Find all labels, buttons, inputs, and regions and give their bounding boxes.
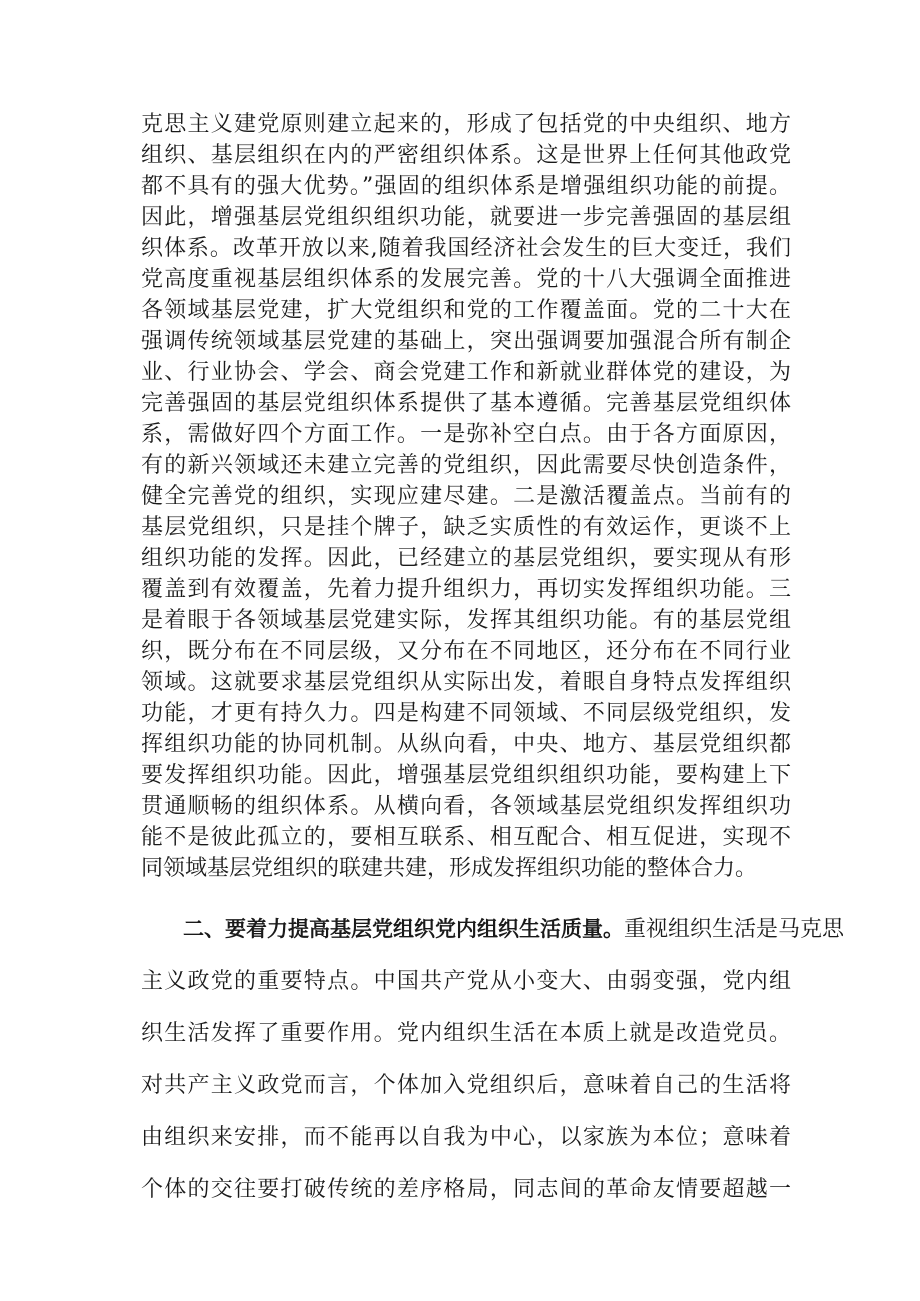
text-line: 功能，才更有持久力。四是构建不同领域、不同层级党组织，发 [141,701,791,726]
text-line: 覆盖到有效覆盖，先着力提升组织力，再切实发挥组织功能。三 [141,577,791,602]
section-heading: 二、要着力提高基层党组织党内组织生活质量。 [183,917,624,941]
text-line: 业、行业协会、学会、商会党建工作和新就业群体党的建设，为 [141,360,791,385]
paragraph-2-first-line [183,917,845,942]
text-line: 因此，增强基层党组织组织功能，就要进一步完善强固的基层组 [141,205,791,230]
text-line: 领域。这就要求基层党组织从实际出发，着眼自身特点发挥组织 [141,670,791,695]
text-line: 组织功能的发挥。因此，已经建立的基层党组织，要实现从有形 [141,546,791,571]
text-line: 要发挥组织功能。因此，增强基层党组织组织功能，要构建上下 [141,763,791,788]
text-line: 织体系。改革开放以来,随着我国经济社会发生的巨大变迁，我们 [141,236,791,261]
text-line: 有的新兴领域还未建立完善的党组织，因此需要尽快创造条件， [141,453,791,478]
text-line: 对共产主义政党而言，个体加入党组织后，意味着自己的生活将 [141,1073,791,1098]
text-line: 党高度重视基层组织体系的发展完善。党的十八大强调全面推进 [141,267,791,292]
text-line: 贯通顺畅的组织体系。从横向看，各领域基层党组织发挥组织功 [141,794,791,819]
text-line: 织，既分布在不同层级，又分布在不同地区，还分布在不同行业 [141,639,791,664]
text-line: 各领域基层党建，扩大党组织和党的工作覆盖面。党的二十大在 [141,298,791,323]
text-line: 强调传统领域基层党建的基础上，突出强调要加强混合所有制企 [141,329,791,354]
text-line: 主义政党的重要特点。中国共产党从小变大、由弱变强，党内组 [141,969,791,994]
text-line: 能不是彼此孤立的，要相互联系、相互配合、相互促进，实现不 [141,825,791,850]
text-line: 系，需做好四个方面工作。一是弥补空白点。由于各方面原因， [141,422,791,447]
text-line: 组织、基层组织在内的严密组织体系。这是世界上任何其他政党 [141,143,791,168]
text-line: 基层党组织，只是挂个牌子，缺乏实质性的有效运作，更谈不上 [141,515,791,540]
text-line: 同领域基层党组织的联建共建，形成发挥组织功能的整体合力。 [141,856,758,881]
text-line: 克思主义建党原则建立起来的，形成了包括党的中央组织、地方 [141,112,791,137]
text-line: 由组织来安排，而不能再以自我为中心，以家族为本位；意味着 [141,1125,791,1150]
text-line: 完善强固的基层党组织体系提供了基本遵循。完善基层党组织体 [141,391,791,416]
text-line: 是着眼于各领域基层党建实际，发挥其组织功能。有的基层党组 [141,608,791,633]
text-line: 挥组织功能的协同机制。从纵向看，中央、地方、基层党组织都 [141,732,791,757]
text-run: 重视组织生活是马克思 [624,917,845,942]
text-line: 都不具有的强大优势。”强固的组织体系是增强组织功能的前提。 [141,174,791,199]
text-line: 个体的交往要打破传统的差序格局，同志间的革命友情要超越一 [141,1177,791,1202]
text-line: 健全完善党的组织，实现应建尽建。二是激活覆盖点。当前有的 [141,484,791,509]
text-line: 织生活发挥了重要作用。党内组织生活在本质上就是改造党员。 [141,1021,791,1046]
